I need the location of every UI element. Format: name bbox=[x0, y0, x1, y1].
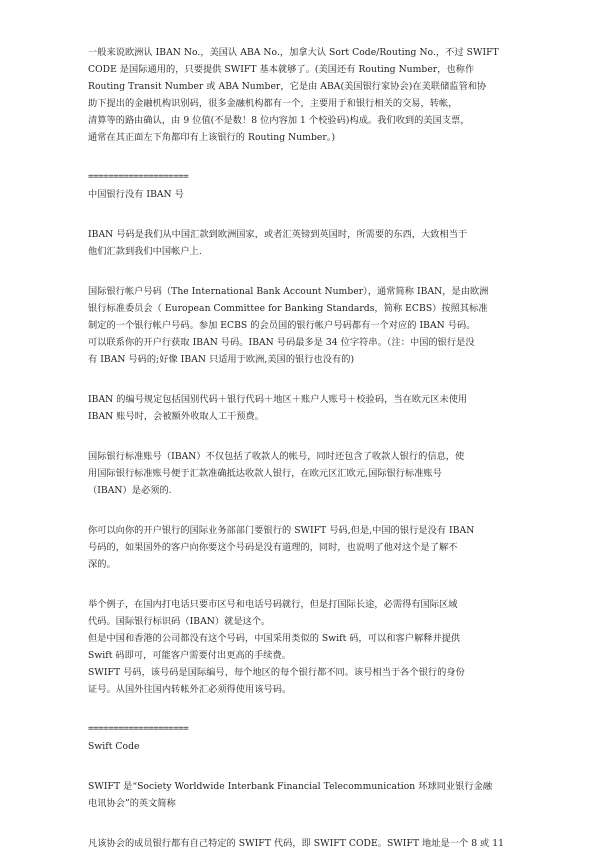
text-line: 银行标准委员会（ European Committee for Banking Standards，简称 ECBS）按照其标准 bbox=[88, 303, 488, 314]
paragraph-iban-structure bbox=[88, 391, 518, 425]
spacer bbox=[88, 708, 518, 721]
text-line: SWIFT 号码，该号码是国际编号，每个地区的每个银行都不同。该号相当于各个银行的身份 bbox=[88, 667, 465, 678]
text-line: IBAN 账号时，会被额外收取人工干预费。 bbox=[88, 411, 265, 422]
text-line: 你可以向你的开户银行的国际业务部部门要银行的 SWIFT 号码,但是,中国的银行是没有 IBAN bbox=[88, 525, 475, 536]
document-page bbox=[88, 44, 518, 862]
section-heading-china-iban bbox=[88, 169, 518, 203]
text-line: IBAN 的编号规定包括国别代码＋银行代码＋地区＋账户人账号＋校验码，当在欧元区未使用 bbox=[88, 394, 468, 405]
text-line: 有 IBAN 号码的;好像 IBAN 只适用于欧洲,美国的银行也没有的) bbox=[88, 354, 355, 365]
text-line: 用国际银行标准账号便于汇款准确抵达收款人银行，在欧元区汇欧元,国际银行标准账号 bbox=[88, 468, 442, 479]
text-line: 举个例子，在国内打电话只要市区号和电话号码就行，但是打国际长途，必需得有国际区域 bbox=[88, 599, 458, 610]
spacer bbox=[88, 270, 518, 283]
paragraph-iban-definition bbox=[88, 283, 518, 368]
text-line: 证号。从国外往国内转帐外汇必须得使用该号码。 bbox=[88, 684, 292, 695]
paragraph-example bbox=[88, 596, 518, 698]
text-line: 一般来说欧洲认 IBAN No.，美国认 ABA No.，加拿大认 Sort Code/Routing No.，不过 SWIFT bbox=[88, 47, 499, 58]
text-line: CODE 是国际通用的，只要提供 SWIFT 基本就够了。(美国还有 Routing Number，也称作 bbox=[88, 64, 475, 75]
spacer bbox=[88, 822, 518, 835]
text-line: （IBAN）是必须的. bbox=[88, 485, 172, 496]
section-heading-swift-code bbox=[88, 721, 518, 755]
separator-line: ==================== bbox=[88, 724, 189, 734]
text-line: 代码。国际银行标识码（IBAN）就是这个。 bbox=[88, 616, 271, 627]
text-line: 清算等的路由确认，由 9 位值(不是数！8 位内容加 1 个校验码)构成。我们收到的美国支票， bbox=[88, 115, 470, 126]
section-title: 中国银行没有 IBAN 号 bbox=[88, 189, 184, 200]
spacer bbox=[88, 509, 518, 522]
text-line: 号码的，如果国外的客户向你要这个号码是没有道理的，同时，也说明了他对这个是了解不 bbox=[88, 542, 458, 553]
paragraph-swift-request bbox=[88, 522, 518, 573]
text-line: 凡该协会的成员银行都有自己特定的 SWIFT 代码，即 SWIFT CODE。SWIFT 地址是一个 8 或 11 bbox=[88, 838, 505, 849]
text-line: 国际银行标准账号（IBAN）不仅包括了收款人的帐号，同时还包含了收款人银行的信息，使 bbox=[88, 451, 465, 462]
text-line: SWIFT 是“Society Worldwide Interbank Financial Telecommunication 环球同业银行金融 bbox=[88, 781, 493, 792]
spacer bbox=[88, 378, 518, 391]
text-line: Routing Transit Number 或 ABA Number，它是由 ABA(美国银行家协会)在美联储监管和协 bbox=[88, 81, 487, 92]
text-line: 制定的一个银行帐户号码。参加 ECBS 的会员国的银行帐户号码都有一个对应的 IBAN 号码。 bbox=[88, 320, 476, 331]
spacer bbox=[88, 765, 518, 778]
paragraph-swift-definition bbox=[88, 778, 518, 812]
text-line: 但是中国和香港的公司都没有这个号码，中国采用类似的 Swift 码，可以和客户解释并提供 bbox=[88, 633, 461, 644]
spacer bbox=[88, 583, 518, 596]
paragraph-swift-members bbox=[88, 835, 518, 852]
text-line: 国际银行帐户号码（The International Bank Account Number），通常简称 IBAN，是由欧洲 bbox=[88, 286, 489, 297]
text-line: 助下提出的金融机构识别码，很多金融机构都有一个，主要用于和银行相关的交易，转帐， bbox=[88, 98, 458, 109]
text-line: 深的。 bbox=[88, 559, 116, 570]
text-line: 通常在其正面左下角都印有上该银行的 Routing Number。) bbox=[88, 132, 336, 143]
text-line: IBAN 号码是我们从中国汇款到欧洲国家，或者汇英镑到英国时，所需要的东西，大致相当于 bbox=[88, 229, 468, 240]
text-line: 可以联系你的开户行获取 IBAN 号码。IBAN 号码最多是 34 位字符串。（注：中国的银行是没 bbox=[88, 337, 475, 348]
paragraph-intro-codes bbox=[88, 44, 518, 146]
spacer bbox=[88, 435, 518, 448]
section-title: Swift Code bbox=[88, 741, 140, 752]
paragraph-iban-usage bbox=[88, 226, 518, 260]
text-line: 电讯协会”的英文简称 bbox=[88, 798, 176, 809]
spacer bbox=[88, 156, 518, 169]
text-line: 他们汇款到我们中国帐户上. bbox=[88, 246, 202, 257]
text-line: Swift 码即可，可能客户需要付出更高的手续费。 bbox=[88, 650, 291, 661]
separator-line: ==================== bbox=[88, 172, 189, 182]
spacer bbox=[88, 213, 518, 226]
paragraph-iban-contents bbox=[88, 448, 518, 499]
